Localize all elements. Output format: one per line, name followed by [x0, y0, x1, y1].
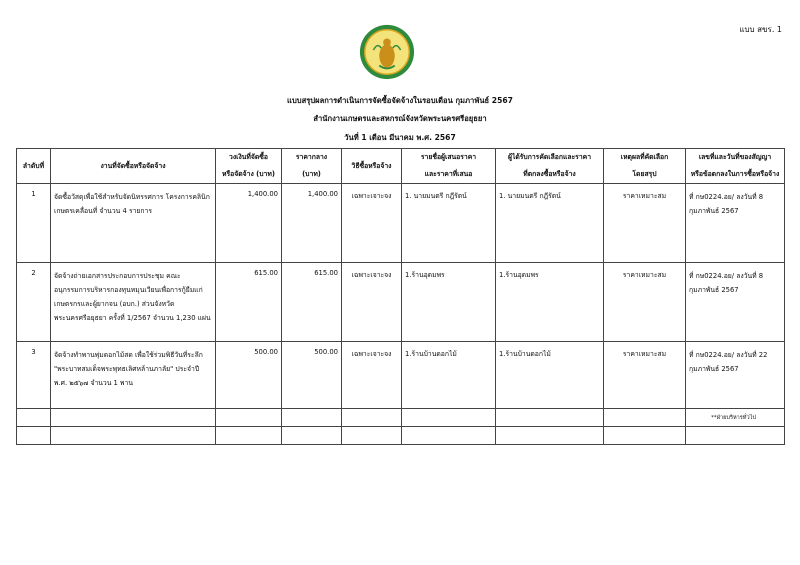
cell-budget: 500.00: [216, 342, 282, 409]
cell-seq: 2: [17, 263, 51, 342]
cell-median-price: 615.00: [282, 263, 342, 342]
cell-bidder: 1. นายมนตรี กฎีรัตน์: [402, 184, 496, 263]
form-code: แบบ สขร. 1: [739, 25, 782, 34]
report-date: วันที่ 1 เดือน มีนาคม พ.ศ. 2567: [344, 133, 456, 142]
header-median-price: ราคากลาง (บาท): [282, 149, 342, 184]
header-winner: ผู้ได้รับการคัดเลือกและราคา ที่ตกลงซื้อหรือจ้าง: [496, 149, 604, 184]
cell-seq: 1: [17, 184, 51, 263]
empty-row: [17, 427, 785, 445]
header-budget: วงเงินที่จัดซื้อ หรือจัดจ้าง (บาท): [216, 149, 282, 184]
cell-budget: 615.00: [216, 263, 282, 342]
cell-method: เฉพาะเจาะจง: [342, 342, 402, 409]
table-row: [17, 263, 785, 342]
cell-method: เฉพาะเจาะจง: [342, 184, 402, 263]
cell-median-price: 1,400.00: [282, 184, 342, 263]
cell-seq: 3: [17, 342, 51, 409]
cell-winner: 1.ร้านอุดมพร: [496, 263, 604, 342]
cell-reason: ราคาเหมาะสม: [604, 263, 686, 342]
table-header-row: [17, 149, 785, 184]
empty-row: [17, 409, 785, 427]
report-title: แบบสรุปผลการดำเนินการจัดซื้อจัดจ้างในรอบเดือน กุมภาพันธ์ 2567: [287, 96, 513, 105]
cell-contract: ที่ กษ0224.อย/ ลงวันที่ 8 กุมภาพันธ์ 2567: [686, 263, 785, 342]
cell-median-price: 500.00: [282, 342, 342, 409]
cell-reason: ราคาเหมาะสม: [604, 342, 686, 409]
cell-bidder: 1.ร้านบ้านดอกไม้: [402, 342, 496, 409]
cell-item: จัดซื้อวัสดุเพื่อใช้สำหรับจัดนิทรรศการ โครงการคลินิกเกษตรเคลื่อนที่ จำนวน 4 รายการ: [51, 184, 216, 263]
table-row: [17, 342, 785, 409]
cell-contract: ที่ กษ0224.อย/ ลงวันที่ 8 กุมภาพันธ์ 2567: [686, 184, 785, 263]
header-seq: ลำดับที่: [17, 149, 51, 184]
cell-reason: ราคาเหมาะสม: [604, 184, 686, 263]
cell-contract: ที่ กษ0224.อย/ ลงวันที่ 22 กุมภาพันธ์ 2567: [686, 342, 785, 409]
header-method: วิธีซื้อหรือจ้าง: [342, 149, 402, 184]
procurement-summary-table: [16, 148, 785, 445]
cell-item: จัดจ้างถ่ายเอกสารประกอบการประชุม คณะอนุกรรมการบริหารกองทุนหมุนเวียนเพื่อการกู้ยืมแก่เกษตรกรและผู้ยากจน (อบก.) ส่วนจังหวัดพระนครศรีอยุธยา ครั้งที่ 1/2567 จำนวน 1,230 แผ่น: [51, 263, 216, 342]
cell-item: จัดจ้างทำพานพุ่มดอกไม้สด เพื่อใช้ร่วมพิธีวันที่ระลึก "พระบาทสมเด็จพระพุทธเลิศหล้านภาลัย" ประจำปี พ.ศ. ๒๕๖๗ จำนวน 1 พาน: [51, 342, 216, 409]
cell-winner: 1.ร้านบ้านดอกไม้: [496, 342, 604, 409]
header-contract: เลขที่และวันที่ของสัญญา หรือข้อตกลงในการซื้อหรือจ้าง: [686, 149, 785, 184]
cell-winner: 1. นายมนตรี กฎีรัตน์: [496, 184, 604, 263]
table-row: [17, 184, 785, 263]
header-reason: เหตุผลที่คัดเลือก โดยสรุป: [604, 149, 686, 184]
cell-budget: 1,400.00: [216, 184, 282, 263]
cell-method: เฉพาะเจาะจง: [342, 263, 402, 342]
cell-bidder: 1.ร้านอุดมพร: [402, 263, 496, 342]
footnote: **ฝ่ายบริหารทั่วไป: [711, 415, 756, 421]
header-item: งานที่จัดซื้อหรือจัดจ้าง: [51, 149, 216, 184]
agency-seal-icon: [358, 23, 416, 81]
header-bidders: รายชื่อผู้เสนอราคา และราคาที่เสนอ: [402, 149, 496, 184]
office-name: สำนักงานเกษตรและสหกรณ์จังหวัดพระนครศรีอยุธยา: [313, 114, 487, 123]
